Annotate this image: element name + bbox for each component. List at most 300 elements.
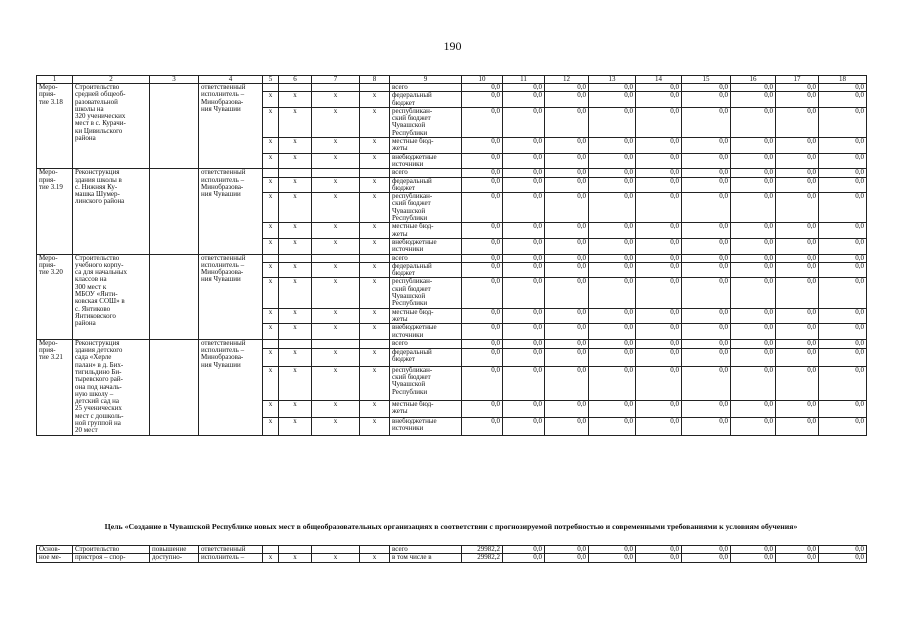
amount-cell: 0,0 bbox=[819, 349, 867, 367]
column-number: 7 bbox=[312, 76, 360, 84]
amount-cell: 0,0 bbox=[503, 339, 545, 348]
budget-code-cell: x bbox=[279, 400, 312, 418]
budget-code-cell: x bbox=[360, 418, 390, 436]
funding-source: внебюджетные источники bbox=[390, 153, 462, 169]
budget-code-cell bbox=[279, 546, 312, 554]
amount-cell: 0,0 bbox=[462, 278, 503, 308]
amount-cell: 0,0 bbox=[819, 177, 867, 193]
budget-code-cell: x bbox=[263, 400, 279, 418]
budget-code-cell: x bbox=[360, 349, 390, 367]
amount-cell: 0,0 bbox=[545, 418, 589, 436]
amount-cell: 0,0 bbox=[731, 107, 776, 137]
budget-table bbox=[36, 75, 867, 436]
budget-code-cell: x bbox=[312, 238, 360, 254]
measure-indicator: повышение bbox=[150, 546, 199, 554]
amount-cell: 0,0 bbox=[731, 308, 776, 324]
amount-cell: 0,0 bbox=[682, 138, 731, 154]
amount-cell: 0,0 bbox=[636, 400, 682, 418]
budget-code-cell: x bbox=[312, 418, 360, 436]
budget-code-cell: x bbox=[312, 278, 360, 308]
amount-cell: 0,0 bbox=[682, 153, 731, 169]
amount-cell: 0,0 bbox=[682, 262, 731, 278]
amount-cell: 29982,2 bbox=[462, 546, 503, 554]
amount-cell: 0,0 bbox=[545, 238, 589, 254]
budget-code-cell bbox=[263, 339, 279, 348]
amount-cell: 0,0 bbox=[589, 254, 636, 262]
amount-cell: 0,0 bbox=[776, 349, 819, 367]
column-number: 4 bbox=[199, 76, 263, 84]
amount-cell: 0,0 bbox=[462, 177, 503, 193]
amount-cell: 0,0 bbox=[545, 138, 589, 154]
funding-source: республикан- ский бюджет Чувашской Республики bbox=[390, 366, 462, 400]
measure-code: Основ- bbox=[37, 546, 73, 554]
amount-cell: 0,0 bbox=[682, 400, 731, 418]
amount-cell: 0,0 bbox=[545, 308, 589, 324]
amount-cell: 0,0 bbox=[819, 546, 867, 554]
funding-source: местные бюд- жеты bbox=[390, 138, 462, 154]
amount-cell: 0,0 bbox=[503, 138, 545, 154]
amount-cell: 0,0 bbox=[731, 138, 776, 154]
budget-code-cell: x bbox=[263, 238, 279, 254]
funding-source: всего bbox=[390, 84, 462, 92]
amount-cell: 0,0 bbox=[819, 339, 867, 348]
budget-code-cell: x bbox=[312, 107, 360, 137]
amount-cell: 0,0 bbox=[462, 138, 503, 154]
amount-cell: 0,0 bbox=[682, 223, 731, 239]
amount-cell: 0,0 bbox=[589, 84, 636, 92]
amount-cell: 0,0 bbox=[636, 262, 682, 278]
amount-cell: 0,0 bbox=[682, 278, 731, 308]
amount-cell: 0,0 bbox=[589, 308, 636, 324]
column-number: 3 bbox=[150, 76, 199, 84]
budget-code-cell: x bbox=[279, 153, 312, 169]
amount-cell: 0,0 bbox=[776, 554, 819, 562]
budget-code-cell: x bbox=[360, 238, 390, 254]
amount-cell: 0,0 bbox=[589, 546, 636, 554]
amount-cell: 0,0 bbox=[776, 84, 819, 92]
budget-code-cell: x bbox=[360, 278, 390, 308]
budget-code-cell bbox=[312, 254, 360, 262]
amount-cell: 0,0 bbox=[462, 153, 503, 169]
amount-cell: 0,0 bbox=[636, 92, 682, 108]
budget-code-cell bbox=[312, 546, 360, 554]
table-row bbox=[37, 339, 867, 348]
amount-cell: 0,0 bbox=[776, 138, 819, 154]
funding-source: местные бюд- жеты bbox=[390, 400, 462, 418]
budget-code-cell: x bbox=[360, 262, 390, 278]
measure-code: ное ме- bbox=[37, 554, 73, 562]
budget-code-cell: x bbox=[279, 138, 312, 154]
budget-code-cell: x bbox=[360, 177, 390, 193]
budget-code-cell: x bbox=[263, 262, 279, 278]
amount-cell: 0,0 bbox=[819, 84, 867, 92]
amount-cell: 0,0 bbox=[589, 169, 636, 177]
amount-cell: 0,0 bbox=[636, 193, 682, 223]
amount-cell: 0,0 bbox=[636, 238, 682, 254]
amount-cell: 0,0 bbox=[462, 308, 503, 324]
budget-code-cell: x bbox=[263, 324, 279, 340]
budget-code-cell bbox=[360, 169, 390, 177]
budget-code-cell: x bbox=[263, 418, 279, 436]
budget-code-cell bbox=[312, 169, 360, 177]
amount-cell: 0,0 bbox=[636, 138, 682, 154]
budget-code-cell: x bbox=[312, 349, 360, 367]
funding-source: федеральный бюджет bbox=[390, 349, 462, 367]
amount-cell: 0,0 bbox=[636, 366, 682, 400]
amount-cell: 0,0 bbox=[503, 262, 545, 278]
budget-code-cell: x bbox=[312, 308, 360, 324]
amount-cell: 0,0 bbox=[819, 92, 867, 108]
budget-code-cell: x bbox=[263, 349, 279, 367]
budget-code-cell: x bbox=[360, 223, 390, 239]
funding-source: местные бюд- жеты bbox=[390, 223, 462, 239]
column-number: 5 bbox=[263, 76, 279, 84]
amount-cell: 0,0 bbox=[589, 177, 636, 193]
amount-cell: 0,0 bbox=[589, 366, 636, 400]
measure-code: Меро- прия- тие 3.20 bbox=[37, 254, 73, 339]
amount-cell: 0,0 bbox=[545, 193, 589, 223]
budget-code-cell: x bbox=[312, 223, 360, 239]
amount-cell: 0,0 bbox=[731, 349, 776, 367]
funding-source: всего bbox=[390, 339, 462, 348]
amount-cell: 0,0 bbox=[776, 177, 819, 193]
budget-code-cell: x bbox=[312, 153, 360, 169]
budget-code-cell: x bbox=[279, 366, 312, 400]
measure-name: Строительство bbox=[73, 546, 150, 554]
amount-cell: 0,0 bbox=[776, 262, 819, 278]
amount-cell: 0,0 bbox=[776, 324, 819, 340]
budget-code-cell: x bbox=[312, 177, 360, 193]
measure-name: Реконструкция здания школы в с. Нижняя Ку- машка Шумер- линского района bbox=[73, 169, 150, 254]
amount-cell: 0,0 bbox=[589, 278, 636, 308]
budget-code-cell: x bbox=[279, 278, 312, 308]
budget-code-cell: x bbox=[312, 262, 360, 278]
budget-code-cell: x bbox=[263, 193, 279, 223]
amount-cell: 0,0 bbox=[731, 554, 776, 562]
amount-cell: 0,0 bbox=[545, 324, 589, 340]
column-number: 9 bbox=[390, 76, 462, 84]
amount-cell: 0,0 bbox=[731, 324, 776, 340]
budget-code-cell: x bbox=[263, 153, 279, 169]
amount-cell: 0,0 bbox=[731, 92, 776, 108]
funding-source: внебюджетные источники bbox=[390, 238, 462, 254]
amount-cell: 0,0 bbox=[819, 193, 867, 223]
amount-cell: 0,0 bbox=[819, 366, 867, 400]
amount-cell: 0,0 bbox=[819, 138, 867, 154]
budget-code-cell: x bbox=[360, 138, 390, 154]
amount-cell: 0,0 bbox=[819, 278, 867, 308]
amount-cell: 0,0 bbox=[545, 554, 589, 562]
measure-code: Меро- прия- тие 3.18 bbox=[37, 84, 73, 169]
budget-code-cell bbox=[360, 84, 390, 92]
column-number: 15 bbox=[682, 76, 731, 84]
amount-cell: 0,0 bbox=[731, 366, 776, 400]
measure-name: пристроя – спор- bbox=[73, 554, 150, 562]
amount-cell: 0,0 bbox=[682, 169, 731, 177]
amount-cell: 0,0 bbox=[589, 324, 636, 340]
amount-cell: 0,0 bbox=[503, 84, 545, 92]
amount-cell: 0,0 bbox=[819, 223, 867, 239]
budget-code-cell: x bbox=[263, 92, 279, 108]
budget-code-cell: x bbox=[360, 324, 390, 340]
budget-code-cell: x bbox=[279, 324, 312, 340]
amount-cell: 0,0 bbox=[819, 554, 867, 562]
budget-code-cell: x bbox=[279, 107, 312, 137]
measure-executor: ответственный исполнитель – Минобразова- ния Чувашии bbox=[199, 254, 263, 339]
amount-cell: 0,0 bbox=[589, 238, 636, 254]
amount-cell: 0,0 bbox=[636, 554, 682, 562]
amount-cell: 0,0 bbox=[503, 278, 545, 308]
budget-table-continued bbox=[36, 545, 867, 563]
amount-cell: 0,0 bbox=[819, 308, 867, 324]
amount-cell: 0,0 bbox=[682, 418, 731, 436]
amount-cell: 0,0 bbox=[776, 366, 819, 400]
measure-indicator bbox=[150, 254, 199, 339]
amount-cell: 0,0 bbox=[462, 262, 503, 278]
amount-cell: 0,0 bbox=[589, 138, 636, 154]
amount-cell: 0,0 bbox=[503, 177, 545, 193]
amount-cell: 0,0 bbox=[503, 349, 545, 367]
budget-code-cell: x bbox=[279, 223, 312, 239]
budget-code-cell: x bbox=[360, 107, 390, 137]
amount-cell: 0,0 bbox=[545, 400, 589, 418]
budget-code-cell: x bbox=[263, 107, 279, 137]
budget-code-cell bbox=[263, 254, 279, 262]
funding-source: республикан- ский бюджет Чувашской Республики bbox=[390, 193, 462, 223]
amount-cell: 0,0 bbox=[682, 349, 731, 367]
amount-cell: 0,0 bbox=[462, 254, 503, 262]
amount-cell: 0,0 bbox=[776, 153, 819, 169]
measure-executor: ответственный исполнитель – Минобразова- ния Чувашии bbox=[199, 84, 263, 169]
column-number: 1 bbox=[37, 76, 73, 84]
amount-cell: 0,0 bbox=[819, 153, 867, 169]
amount-cell: 0,0 bbox=[503, 107, 545, 137]
budget-code-cell bbox=[360, 254, 390, 262]
amount-cell: 0,0 bbox=[682, 339, 731, 348]
budget-code-cell bbox=[312, 339, 360, 348]
budget-code-cell: x bbox=[263, 138, 279, 154]
amount-cell: 0,0 bbox=[503, 169, 545, 177]
amount-cell: 0,0 bbox=[545, 366, 589, 400]
amount-cell: 0,0 bbox=[682, 238, 731, 254]
amount-cell: 0,0 bbox=[731, 400, 776, 418]
amount-cell: 0,0 bbox=[503, 546, 545, 554]
budget-code-cell: x bbox=[312, 554, 360, 562]
amount-cell: 0,0 bbox=[503, 366, 545, 400]
funding-source: федеральный бюджет bbox=[390, 262, 462, 278]
amount-cell: 0,0 bbox=[462, 418, 503, 436]
amount-cell: 0,0 bbox=[731, 339, 776, 348]
amount-cell: 0,0 bbox=[682, 554, 731, 562]
amount-cell: 0,0 bbox=[545, 153, 589, 169]
amount-cell: 0,0 bbox=[636, 153, 682, 169]
measure-code: Меро- прия- тие 3.19 bbox=[37, 169, 73, 254]
amount-cell: 0,0 bbox=[589, 349, 636, 367]
measure-name: Строительство средней общеоб- разовательной школы на 320 ученических мест в с. Курачи- ки Цивильского района bbox=[73, 84, 150, 169]
budget-code-cell: x bbox=[279, 308, 312, 324]
amount-cell: 0,0 bbox=[776, 92, 819, 108]
amount-cell: 0,0 bbox=[503, 92, 545, 108]
amount-cell: 0,0 bbox=[731, 169, 776, 177]
column-number: 13 bbox=[589, 76, 636, 84]
amount-cell: 0,0 bbox=[589, 92, 636, 108]
budget-code-cell bbox=[279, 339, 312, 348]
amount-cell: 0,0 bbox=[503, 418, 545, 436]
amount-cell: 0,0 bbox=[462, 366, 503, 400]
amount-cell: 0,0 bbox=[462, 92, 503, 108]
amount-cell: 0,0 bbox=[776, 223, 819, 239]
budget-code-cell bbox=[360, 339, 390, 348]
budget-code-cell: x bbox=[263, 278, 279, 308]
amount-cell: 0,0 bbox=[545, 84, 589, 92]
funding-source: всего bbox=[390, 169, 462, 177]
amount-cell: 0,0 bbox=[503, 254, 545, 262]
funding-source: местные бюд- жеты bbox=[390, 308, 462, 324]
column-number: 18 bbox=[819, 76, 867, 84]
amount-cell: 0,0 bbox=[731, 84, 776, 92]
amount-cell: 0,0 bbox=[682, 177, 731, 193]
amount-cell: 0,0 bbox=[636, 339, 682, 348]
amount-cell: 0,0 bbox=[462, 223, 503, 239]
amount-cell: 0,0 bbox=[636, 84, 682, 92]
amount-cell: 0,0 bbox=[545, 177, 589, 193]
amount-cell: 0,0 bbox=[682, 193, 731, 223]
measure-code: Меро- прия- тие 3.21 bbox=[37, 339, 73, 435]
budget-code-cell bbox=[263, 169, 279, 177]
amount-cell: 0,0 bbox=[819, 262, 867, 278]
amount-cell: 0,0 bbox=[503, 308, 545, 324]
column-number: 11 bbox=[503, 76, 545, 84]
budget-code-cell: x bbox=[360, 92, 390, 108]
amount-cell: 0,0 bbox=[682, 92, 731, 108]
budget-code-cell: x bbox=[263, 554, 279, 562]
amount-cell: 0,0 bbox=[589, 223, 636, 239]
budget-code-cell bbox=[279, 169, 312, 177]
amount-cell: 0,0 bbox=[776, 193, 819, 223]
budget-code-cell bbox=[263, 546, 279, 554]
amount-cell: 0,0 bbox=[636, 418, 682, 436]
amount-cell: 0,0 bbox=[682, 324, 731, 340]
amount-cell: 0,0 bbox=[636, 177, 682, 193]
amount-cell: 0,0 bbox=[819, 400, 867, 418]
budget-code-cell: x bbox=[360, 366, 390, 400]
measure-indicator bbox=[150, 84, 199, 169]
amount-cell: 0,0 bbox=[636, 308, 682, 324]
budget-code-cell: x bbox=[279, 349, 312, 367]
amount-cell: 0,0 bbox=[545, 546, 589, 554]
amount-cell: 0,0 bbox=[462, 238, 503, 254]
amount-cell: 0,0 bbox=[776, 254, 819, 262]
amount-cell: 0,0 bbox=[503, 324, 545, 340]
page-number: 190 bbox=[443, 39, 462, 53]
amount-cell: 0,0 bbox=[682, 546, 731, 554]
column-number: 16 bbox=[731, 76, 776, 84]
column-number: 2 bbox=[73, 76, 150, 84]
amount-cell: 0,0 bbox=[776, 308, 819, 324]
amount-cell: 0,0 bbox=[545, 349, 589, 367]
amount-cell: 0,0 bbox=[776, 238, 819, 254]
budget-code-cell: x bbox=[312, 366, 360, 400]
measure-executor: исполнитель – bbox=[199, 554, 263, 562]
amount-cell: 0,0 bbox=[731, 193, 776, 223]
amount-cell: 0,0 bbox=[636, 223, 682, 239]
amount-cell: 0,0 bbox=[462, 107, 503, 137]
budget-code-cell: x bbox=[360, 193, 390, 223]
amount-cell: 0,0 bbox=[589, 418, 636, 436]
amount-cell: 0,0 bbox=[545, 254, 589, 262]
amount-cell: 0,0 bbox=[589, 400, 636, 418]
funding-source: федеральный бюджет bbox=[390, 177, 462, 193]
amount-cell: 0,0 bbox=[545, 107, 589, 137]
amount-cell: 0,0 bbox=[731, 262, 776, 278]
amount-cell: 0,0 bbox=[731, 153, 776, 169]
amount-cell: 0,0 bbox=[545, 339, 589, 348]
amount-cell: 0,0 bbox=[545, 223, 589, 239]
budget-code-cell bbox=[312, 84, 360, 92]
budget-code-cell: x bbox=[360, 308, 390, 324]
amount-cell: 0,0 bbox=[589, 107, 636, 137]
table-row bbox=[37, 554, 867, 562]
amount-cell: 0,0 bbox=[819, 169, 867, 177]
amount-cell: 0,0 bbox=[462, 193, 503, 223]
amount-cell: 0,0 bbox=[819, 254, 867, 262]
budget-code-cell: x bbox=[263, 366, 279, 400]
amount-cell: 0,0 bbox=[503, 238, 545, 254]
amount-cell: 0,0 bbox=[503, 400, 545, 418]
amount-cell: 0,0 bbox=[682, 308, 731, 324]
amount-cell: 0,0 bbox=[636, 254, 682, 262]
funding-source: республикан- ский бюджет Чувашской Республики bbox=[390, 278, 462, 308]
column-number: 10 bbox=[462, 76, 503, 84]
measure-name: Реконструкция здания детского сада «Херле палан» в д. Бих- тигильдино Би- тыревского рай- она под началь- ную школу – детский сад на 25 ученических мест с дошколь- ной группой на 20 мест bbox=[73, 339, 150, 435]
measure-indicator bbox=[150, 169, 199, 254]
funding-source: всего bbox=[390, 546, 462, 554]
funding-source: в том числе в bbox=[390, 554, 462, 562]
funding-source: внебюджетные источники bbox=[390, 324, 462, 340]
amount-cell: 0,0 bbox=[731, 278, 776, 308]
measure-indicator bbox=[150, 339, 199, 435]
budget-code-cell: x bbox=[279, 554, 312, 562]
measure-executor: ответственный исполнитель – Минобразова- ния Чувашии bbox=[199, 339, 263, 435]
amount-cell: 0,0 bbox=[819, 238, 867, 254]
amount-cell: 0,0 bbox=[682, 107, 731, 137]
amount-cell: 0,0 bbox=[589, 554, 636, 562]
amount-cell: 0,0 bbox=[462, 400, 503, 418]
amount-cell: 0,0 bbox=[636, 169, 682, 177]
amount-cell: 0,0 bbox=[462, 169, 503, 177]
budget-code-cell bbox=[263, 84, 279, 92]
amount-cell: 0,0 bbox=[731, 223, 776, 239]
amount-cell: 0,0 bbox=[776, 339, 819, 348]
amount-cell: 0,0 bbox=[589, 339, 636, 348]
amount-cell: 0,0 bbox=[636, 546, 682, 554]
budget-code-cell: x bbox=[263, 177, 279, 193]
column-number: 12 bbox=[545, 76, 589, 84]
budget-code-cell bbox=[279, 84, 312, 92]
amount-cell: 0,0 bbox=[731, 238, 776, 254]
amount-cell: 0,0 bbox=[462, 349, 503, 367]
amount-cell: 0,0 bbox=[731, 177, 776, 193]
column-number: 8 bbox=[360, 76, 390, 84]
goal-heading: Цель «Создание в Чувашской Республике новых мест в общеобразовательных организациях в соответствии с прогнозируемой потребностью и современными требованиями к условиям обучения» bbox=[104, 522, 798, 531]
amount-cell: 0,0 bbox=[503, 223, 545, 239]
table-row bbox=[37, 546, 867, 554]
budget-code-cell: x bbox=[360, 153, 390, 169]
amount-cell: 0,0 bbox=[776, 278, 819, 308]
amount-cell: 0,0 bbox=[776, 400, 819, 418]
column-number-row bbox=[37, 76, 867, 84]
budget-code-cell: x bbox=[360, 400, 390, 418]
